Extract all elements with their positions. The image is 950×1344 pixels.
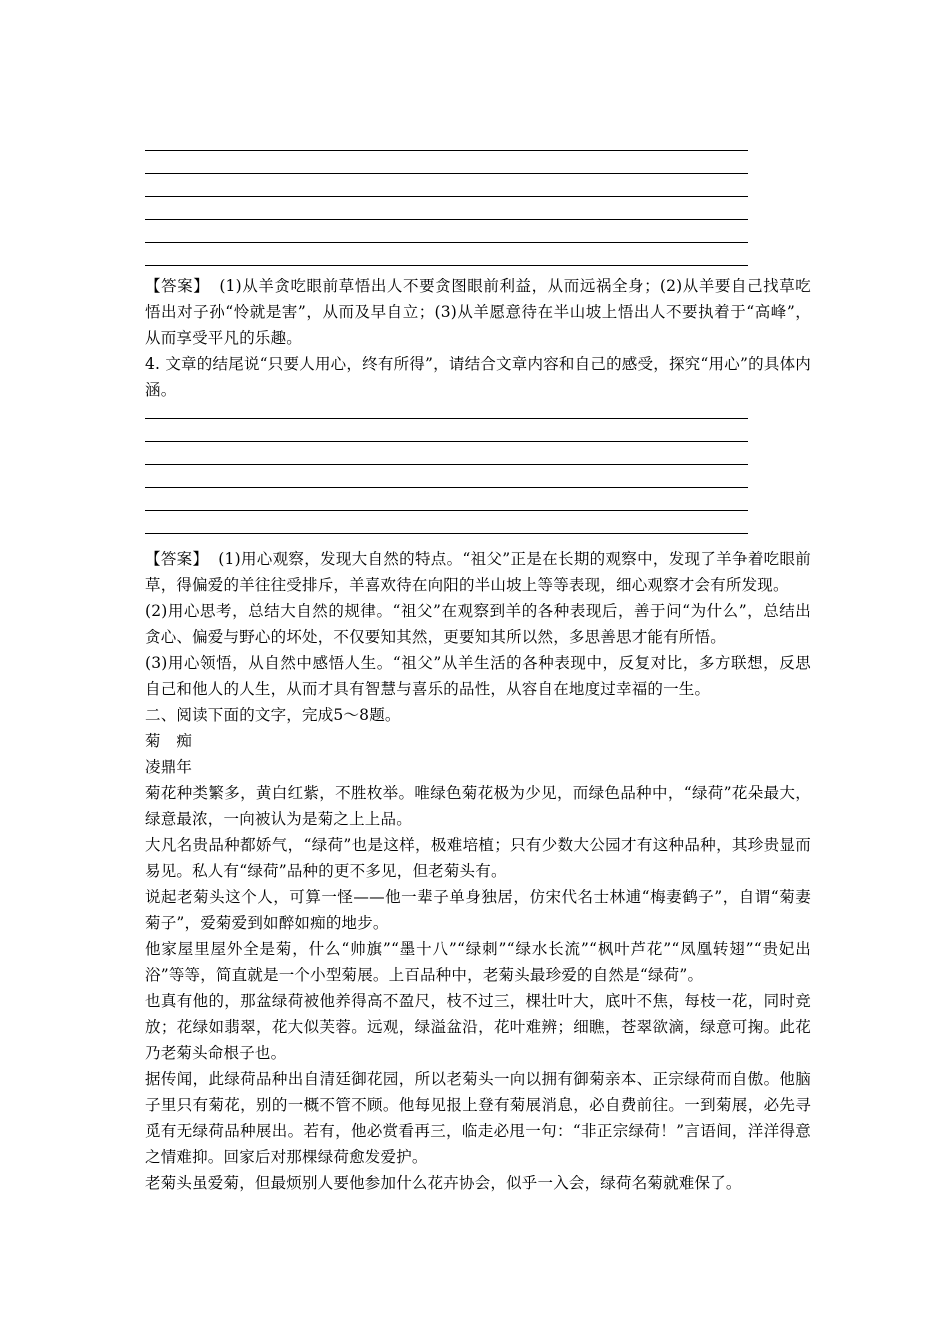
answer-blank-line	[145, 220, 748, 243]
story-paragraph: 他家屋里屋外全是菊，什么“帅旗”“墨十八”“绿刺”“绿水长流”“枫叶芦花”“凤凰转翅”“贵妃出浴”等等，简直就是一个小型菊展。上百品种中，老菊头最珍爱的自然是“绿荷”。	[145, 940, 811, 984]
answer-blank-line	[145, 243, 748, 266]
q4-answer	[145, 546, 811, 598]
q3-answer	[145, 273, 811, 351]
answer-blank-lines-q3	[145, 128, 748, 266]
story-paragraph: 据传闻，此绿荷品种出自清廷御花园，所以老菊头一向以拥有御菊亲本、正宗绿荷而自傲。他脑子里只有菊花，别的一概不管不顾。他每见报上登有菊展消息，必自费前往。一到菊展，必先寻觅有无绿荷品种展出。若有，他必赏看再三，临走必甩一句：“非正宗绿荷！”言语间，洋洋得意之情难抑。回家后对那棵绿荷愈发爱护。	[145, 1070, 811, 1166]
answer-blank-line	[145, 419, 748, 442]
answer-blank-line	[145, 151, 748, 174]
q3-answer-block	[145, 273, 811, 403]
answer-blank-line	[145, 465, 748, 488]
q4-answer-block	[145, 546, 811, 1196]
q4-answer-point-3: (3)用心领悟，从自然中感悟人生。“祖父”从羊生活的各种表现中，反复对比，多方联想，反思自己和他人的人生，从而才具有智慧与喜乐的品性，从容自在地度过幸福的一生。	[145, 654, 811, 698]
story-paragraph: 也真有他的，那盆绿荷被他养得高不盈尺，枝不过三，棵壮叶大，底叶不焦，每枝一花，同时竞放；花绿如翡翠，花大似芙蓉。远观，绿溢盆沿，花叶难辨；细瞧，苍翠欲滴，绿意可掬。此花乃老菊头命根子也。	[145, 992, 811, 1062]
question-4: 4. 文章的结尾说“只要人用心，终有所得”，请结合文章内容和自己的感受，探究“用心”的具体内涵。	[145, 355, 811, 399]
answer-blank-line	[145, 396, 748, 419]
answer-blank-lines-q4	[145, 396, 748, 534]
story-author: 凌鼎年	[145, 758, 193, 776]
answer-blank-line	[145, 511, 748, 534]
answer-blank-line	[145, 488, 748, 511]
answer-label: 【答案】	[145, 277, 210, 295]
story-paragraph: 菊花种类繁多，黄白红紫，不胜枚举。唯绿色菊花极为少见，而绿色品种中，“绿荷”花朵最大，绿意最浓，一向被认为是菊之上上品。	[145, 784, 811, 828]
answer-text: (1)从羊贪吃眼前草悟出人不要贪图眼前利益，从而远祸全身；(2)从羊要自己找草吃悟出对子孙“怜就是害”，从而及早自立；(3)从羊愿意待在半山坡上悟出人不要执着于“高峰”，从而享受平凡的乐趣。	[145, 277, 811, 347]
answer-label: 【答案】	[145, 550, 209, 568]
section-heading: 二、阅读下面的文字，完成5～8题。	[145, 706, 401, 724]
answer-text: (1)用心观察，发现大自然的特点。“祖父”正是在长期的观察中，发现了羊争着吃眼前草，得偏爱的羊往往受排斥，羊喜欢待在向阳的半山坡上等等表现，细心观察才会有所发现。	[145, 550, 811, 594]
story-title: 菊 痴	[145, 732, 193, 750]
answer-blank-line	[145, 442, 748, 465]
answer-blank-line	[145, 197, 748, 220]
answer-blank-line	[145, 174, 748, 197]
story-paragraph: 大凡名贵品种都娇气，“绿荷”也是这样，极难培植；只有少数大公园才有这种品种，其珍贵显而易见。私人有“绿荷”品种的更不多见，但老菊头有。	[145, 836, 811, 880]
q4-answer-point-2: (2)用心思考，总结大自然的规律。“祖父”在观察到羊的各种表现后，善于问“为什么”，总结出贪心、偏爱与野心的坏处，不仅要知其然，更要知其所以然，多思善思才能有所悟。	[145, 602, 811, 646]
story-paragraph: 老菊头虽爱菊，但最烦别人要他参加什么花卉协会，似乎一入会，绿荷名菊就难保了。	[145, 1174, 742, 1192]
answer-blank-line	[145, 128, 748, 151]
story-paragraph: 说起老菊头这个人，可算一怪——他一辈子单身独居，仿宋代名士林逋“梅妻鹤子”，自谓“菊妻菊子”，爱菊爱到如醉如痴的地步。	[145, 888, 811, 932]
